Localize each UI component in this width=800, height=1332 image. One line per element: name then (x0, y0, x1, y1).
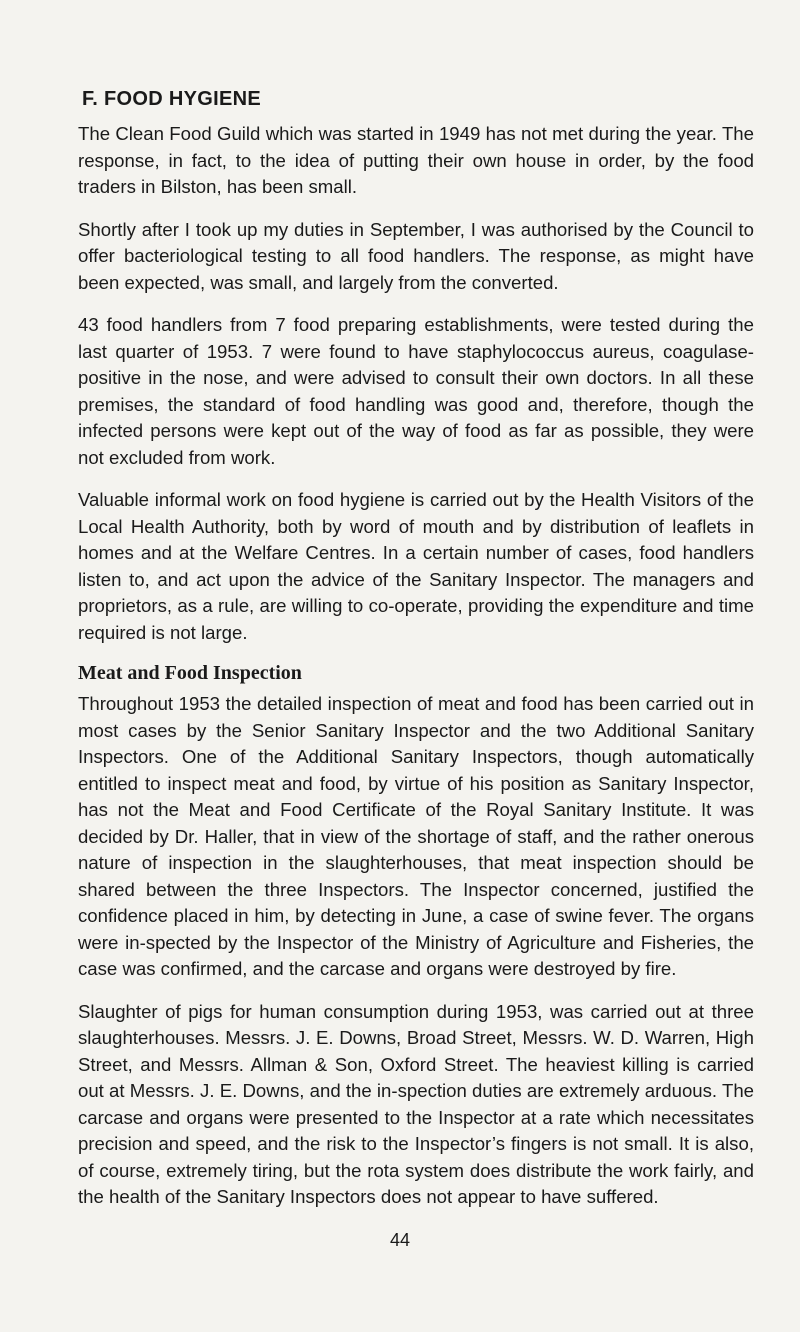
paragraph: Throughout 1953 the detailed inspection of meat and food has been carried out in most cases by the Senior Sanitary Inspector and the two Additional Sanitary Inspectors. One of the Additional Sanitary Inspectors, though automatically entitled to inspect meat and food, by virtue of his position as Sanitary Inspector, has not the Meat and Food Certificate of the Royal Sanitary Institute. It was decided by Dr. Haller, that in view of the shortage of staff, and the rather onerous nature of inspection in the slaughterhouses, that meat inspection should be shared between the three Inspectors. The Inspector concerned, justified the confidence placed in him, by detecting in June, a case of swine fever. The organs were in-spected by the Inspector of the Ministry of Agriculture and Fisheries, the case was confirmed, and the carcase and organs were destroyed by fire. (78, 693, 754, 979)
page-number: 44 (389, 1230, 411, 1250)
paragraph: Valuable informal work on food hygiene is carried out by the Health Visitors of the Local Health Authority, both by word of mouth and by distribution of leaflets in homes and at the Welfare Centres. In a certain number of cases, food handlers listen to, and act upon the advice of the Sanitary Inspector. The managers and proprietors, as a rule, are willing to co-operate, providing the expenditure and time required is not large. (78, 489, 754, 643)
paragraph: The Clean Food Guild which was started in 1949 has not met during the year. The response, in fact, to the idea of putting their own house in order, by the food traders in Bilston, has been small. (78, 123, 754, 197)
paragraph: Slaughter of pigs for human consumption during 1953, was carried out at three slaughterhouses. Messrs. J. E. Downs, Broad Street, Messrs. W. D. Warren, High Street, and Messrs. Allman & Son, Oxford Street. The heaviest killing is carried out at Messrs. J. E. Downs, and the in-spection duties are extremely arduous. The carcase and organs were presented to the Inspector at a rate which necessitates precision and speed, and the risk to the Inspector’s fingers is not small. It is also, of course, extremely tiring, but the rota system does distribute the work fairly, and the health of the Sanitary Inspectors does not appear to have suffered. (78, 1000, 754, 1207)
meat-inspection-paragraphs (78, 691, 754, 1211)
paragraph: 43 food handlers from 7 food preparing establishments, were tested during the last quarter of 1953. 7 were found to have staphylococcus aureus, coagulase-positive in the nose, and were advised to consult their own doctors. In all these premises, the standard of food handling was good and, therefore, though the infected persons were kept out of the way of food as far as possible, they were not excluded from work. (78, 314, 754, 468)
intro-paragraphs (78, 121, 754, 646)
section-heading: F. FOOD HYGIENE (82, 88, 261, 110)
document-page (78, 88, 754, 1227)
paragraph: Shortly after I took up my duties in September, I was authorised by the Council to offer bacteriological testing to all food handlers. The response, as might have been expected, was small, and largely from the converted. (78, 218, 754, 293)
subsection-heading: Meat and Food Inspection (78, 662, 302, 684)
